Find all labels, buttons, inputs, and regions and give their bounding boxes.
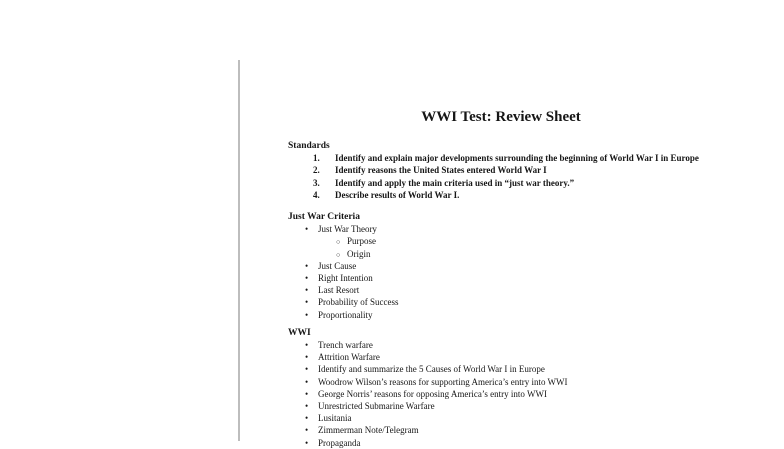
just-war-criteria-heading: Just War Criteria xyxy=(288,212,360,223)
criteria-item-right-intention: • Right Intention xyxy=(288,272,714,284)
doc-title: WWI Test: Review Sheet xyxy=(421,109,581,125)
wwi-item-wilson-reasons: • Woodrow Wilson’s reasons for supporting America’s entry into WWI xyxy=(288,376,714,388)
section-just-war-criteria xyxy=(288,211,714,321)
wwi-item-trench-warfare: • Trench warfare xyxy=(288,339,714,351)
criteria-item-probability-of-success: • Probability of Success xyxy=(288,296,714,308)
just-war-criteria-list xyxy=(288,260,714,321)
wwi-item-propaganda: • Propaganda xyxy=(288,437,714,449)
document-page[interactable] xyxy=(288,108,714,449)
section-wwi xyxy=(288,327,714,449)
just-war-theory-sublist xyxy=(288,235,714,259)
criteria-item-last-resort: • Last Resort xyxy=(288,284,714,296)
wwi-item-5-causes: • Identify and summarize the 5 Causes of World War I in Europe xyxy=(288,363,714,375)
standards-item-2: Identify reasons the United States entered World War I xyxy=(335,165,547,176)
wwi-item-zimmerman-note: • Zimmerman Note/Telegram xyxy=(288,424,714,436)
criteria-item-just-cause: • Just Cause xyxy=(288,260,714,272)
theory-sub-item-origin: ○ Origin xyxy=(288,248,714,260)
wwi-item-lusitania: • Lusitania xyxy=(288,412,714,424)
theory-sub-item-purpose: ○ Purpose xyxy=(288,235,714,247)
criteria-item-proportionality: • Proportionality xyxy=(288,309,714,321)
wwi-list xyxy=(288,339,714,449)
just-war-theory-list xyxy=(288,223,714,235)
wwi-heading: WWI xyxy=(288,327,311,338)
just-war-theory-item: • Just War Theory xyxy=(288,223,714,235)
section-standards xyxy=(288,140,714,201)
standards-list xyxy=(288,152,714,201)
wwi-item-attrition-warfare: • Attrition Warfare xyxy=(288,351,714,363)
standards-heading: Standards xyxy=(288,141,330,151)
standards-item-1: Identify and explain major developments surrounding the beginning of World War I in Europe xyxy=(335,153,699,164)
wwi-item-unrestricted-submarine-warfare: • Unrestricted Submarine Warfare xyxy=(288,400,714,412)
wwi-item-norris-reasons: • George Norris’ reasons for opposing America’s entry into WWI xyxy=(288,388,714,400)
standards-item-3: Identify and apply the main criteria used in “just war theory.” xyxy=(335,177,575,188)
standards-item-4: Describe results of World War I. xyxy=(335,189,460,200)
page-left-edge xyxy=(238,60,240,441)
